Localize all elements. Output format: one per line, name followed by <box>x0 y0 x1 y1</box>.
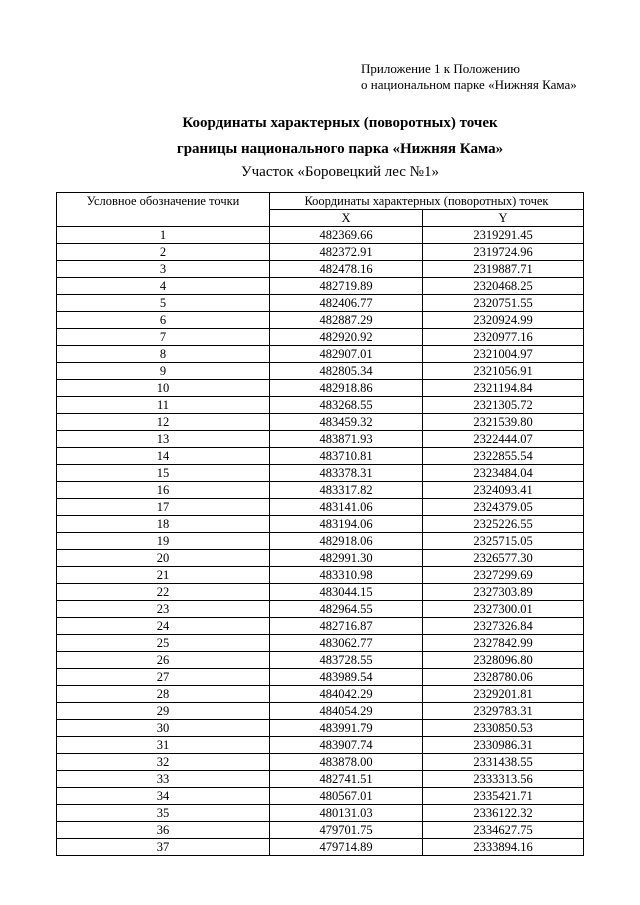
appendix-line-2: о национальном парке «Нижняя Кама» <box>361 77 577 92</box>
x-coordinate-cell: 483459.32 <box>270 414 423 431</box>
y-coordinate-cell: 2333894.16 <box>423 839 584 856</box>
y-coordinate-cell: 2321056.91 <box>423 363 584 380</box>
document-title-line-1: Координаты характерных (поворотных) точек <box>182 115 498 131</box>
point-number-cell: 33 <box>57 771 270 788</box>
y-coordinate-cell: 2324379.05 <box>423 499 584 516</box>
x-coordinate-cell: 483194.06 <box>270 516 423 533</box>
table-row <box>57 380 584 397</box>
x-coordinate-cell: 482964.55 <box>270 601 423 618</box>
x-coordinate-cell: 482907.01 <box>270 346 423 363</box>
y-coordinate-cell: 2335421.71 <box>423 788 584 805</box>
y-coordinate-cell: 2321539.80 <box>423 414 584 431</box>
point-number-cell: 12 <box>57 414 270 431</box>
x-coordinate-cell: 480131.03 <box>270 805 423 822</box>
x-coordinate-cell: 482372.91 <box>270 244 423 261</box>
x-coordinate-cell: 482991.30 <box>270 550 423 567</box>
y-coordinate-cell: 2322444.07 <box>423 431 584 448</box>
point-number-cell: 16 <box>57 482 270 499</box>
y-coordinate-cell: 2320751.55 <box>423 295 584 312</box>
point-number-cell: 9 <box>57 363 270 380</box>
x-coordinate-cell: 482918.86 <box>270 380 423 397</box>
y-coordinate-cell: 2329783.31 <box>423 703 584 720</box>
y-coordinate-cell: 2334627.75 <box>423 822 584 839</box>
point-number-cell: 37 <box>57 839 270 856</box>
point-number-cell: 34 <box>57 788 270 805</box>
point-number-cell: 4 <box>57 278 270 295</box>
point-number-cell: 31 <box>57 737 270 754</box>
x-coordinate-cell: 482920.92 <box>270 329 423 346</box>
table-row <box>57 448 584 465</box>
point-number-cell: 25 <box>57 635 270 652</box>
x-coordinate-cell: 482805.34 <box>270 363 423 380</box>
y-coordinate-cell: 2329201.81 <box>423 686 584 703</box>
y-coordinate-cell: 2328096.80 <box>423 652 584 669</box>
point-number-cell: 8 <box>57 346 270 363</box>
table-row <box>57 482 584 499</box>
point-number-cell: 36 <box>57 822 270 839</box>
x-coordinate-cell: 483907.74 <box>270 737 423 754</box>
y-coordinate-cell: 2327303.89 <box>423 584 584 601</box>
point-number-cell: 2 <box>57 244 270 261</box>
table-row <box>57 669 584 686</box>
x-coordinate-cell: 483378.31 <box>270 465 423 482</box>
y-coordinate-cell: 2327300.01 <box>423 601 584 618</box>
table-row <box>57 465 584 482</box>
table-row <box>57 720 584 737</box>
point-number-cell: 22 <box>57 584 270 601</box>
table-row <box>57 261 584 278</box>
y-coordinate-cell: 2320468.25 <box>423 278 584 295</box>
point-number-cell: 14 <box>57 448 270 465</box>
x-coordinate-cell: 483310.98 <box>270 567 423 584</box>
table-row <box>57 567 584 584</box>
x-coordinate-cell: 482716.87 <box>270 618 423 635</box>
x-coordinate-cell: 479701.75 <box>270 822 423 839</box>
x-coordinate-cell: 484054.29 <box>270 703 423 720</box>
point-number-cell: 19 <box>57 533 270 550</box>
table-row <box>57 363 584 380</box>
point-number-cell: 7 <box>57 329 270 346</box>
y-coordinate-cell: 2320924.99 <box>423 312 584 329</box>
table-row <box>57 822 584 839</box>
y-coordinate-cell: 2331438.55 <box>423 754 584 771</box>
y-coordinate-cell: 2326577.30 <box>423 550 584 567</box>
table-row <box>57 635 584 652</box>
x-coordinate-cell: 482719.89 <box>270 278 423 295</box>
table-row <box>57 652 584 669</box>
table-row <box>57 533 584 550</box>
point-number-cell: 32 <box>57 754 270 771</box>
appendix-note <box>361 61 577 93</box>
x-coordinate-cell: 482887.29 <box>270 312 423 329</box>
table-row <box>57 346 584 363</box>
y-coordinate-cell: 2333313.56 <box>423 771 584 788</box>
point-number-cell: 35 <box>57 805 270 822</box>
y-coordinate-cell: 2327842.99 <box>423 635 584 652</box>
point-number-cell: 1 <box>57 227 270 244</box>
point-number-cell: 30 <box>57 720 270 737</box>
x-coordinate-cell: 482369.66 <box>270 227 423 244</box>
x-coordinate-cell: 483989.54 <box>270 669 423 686</box>
table-row <box>57 771 584 788</box>
header-x: X <box>270 210 423 227</box>
x-coordinate-cell: 483141.06 <box>270 499 423 516</box>
appendix-line-1: Приложение 1 к Положению <box>361 61 520 76</box>
y-coordinate-cell: 2321305.72 <box>423 397 584 414</box>
y-coordinate-cell: 2323484.04 <box>423 465 584 482</box>
x-coordinate-cell: 480567.01 <box>270 788 423 805</box>
point-number-cell: 13 <box>57 431 270 448</box>
table-row <box>57 312 584 329</box>
x-coordinate-cell: 483728.55 <box>270 652 423 669</box>
point-number-cell: 21 <box>57 567 270 584</box>
y-coordinate-cell: 2319291.45 <box>423 227 584 244</box>
x-coordinate-cell: 483991.79 <box>270 720 423 737</box>
y-coordinate-cell: 2324093.41 <box>423 482 584 499</box>
table-row <box>57 839 584 856</box>
point-number-cell: 11 <box>57 397 270 414</box>
table-row <box>57 295 584 312</box>
point-number-cell: 20 <box>57 550 270 567</box>
point-number-cell: 23 <box>57 601 270 618</box>
point-number-cell: 26 <box>57 652 270 669</box>
x-coordinate-cell: 479714.89 <box>270 839 423 856</box>
x-coordinate-cell: 482741.51 <box>270 771 423 788</box>
table-row <box>57 703 584 720</box>
x-coordinate-cell: 482918.06 <box>270 533 423 550</box>
table-row <box>57 550 584 567</box>
point-number-cell: 24 <box>57 618 270 635</box>
table-row <box>57 686 584 703</box>
table-row <box>57 788 584 805</box>
point-number-cell: 17 <box>57 499 270 516</box>
point-number-cell: 18 <box>57 516 270 533</box>
x-coordinate-cell: 483878.00 <box>270 754 423 771</box>
header-coordinates: Координаты характерных (поворотных) точек <box>270 193 584 210</box>
table-row <box>57 227 584 244</box>
coordinates-table <box>56 192 584 856</box>
header-y: Y <box>423 210 584 227</box>
y-coordinate-cell: 2330850.53 <box>423 720 584 737</box>
table-row <box>57 244 584 261</box>
y-coordinate-cell: 2325715.05 <box>423 533 584 550</box>
x-coordinate-cell: 484042.29 <box>270 686 423 703</box>
point-number-cell: 3 <box>57 261 270 278</box>
point-number-cell: 5 <box>57 295 270 312</box>
x-coordinate-cell: 482478.16 <box>270 261 423 278</box>
x-coordinate-cell: 483062.77 <box>270 635 423 652</box>
table-row <box>57 737 584 754</box>
y-coordinate-cell: 2322855.54 <box>423 448 584 465</box>
header-point-designation: Условное обозначение точки <box>57 193 270 227</box>
y-coordinate-cell: 2327299.69 <box>423 567 584 584</box>
document-title-line-2: границы национального парка «Нижняя Кама» <box>176 141 504 157</box>
table-row <box>57 431 584 448</box>
table-row <box>57 397 584 414</box>
x-coordinate-cell: 483044.15 <box>270 584 423 601</box>
table-row <box>57 805 584 822</box>
y-coordinate-cell: 2327326.84 <box>423 618 584 635</box>
table-row <box>57 329 584 346</box>
table-row <box>57 278 584 295</box>
table-row <box>57 601 584 618</box>
point-number-cell: 15 <box>57 465 270 482</box>
x-coordinate-cell: 483317.82 <box>270 482 423 499</box>
table-row <box>57 754 584 771</box>
y-coordinate-cell: 2321194.84 <box>423 380 584 397</box>
table-row <box>57 414 584 431</box>
x-coordinate-cell: 483268.55 <box>270 397 423 414</box>
table-row <box>57 618 584 635</box>
point-number-cell: 27 <box>57 669 270 686</box>
y-coordinate-cell: 2319724.96 <box>423 244 584 261</box>
section-title: Участок «Боровецкий лес №1» <box>241 164 439 180</box>
y-coordinate-cell: 2320977.16 <box>423 329 584 346</box>
y-coordinate-cell: 2336122.32 <box>423 805 584 822</box>
y-coordinate-cell: 2319887.71 <box>423 261 584 278</box>
point-number-cell: 29 <box>57 703 270 720</box>
table-row <box>57 499 584 516</box>
x-coordinate-cell: 483871.93 <box>270 431 423 448</box>
table-body <box>57 227 584 856</box>
point-number-cell: 6 <box>57 312 270 329</box>
point-number-cell: 10 <box>57 380 270 397</box>
x-coordinate-cell: 483710.81 <box>270 448 423 465</box>
y-coordinate-cell: 2328780.06 <box>423 669 584 686</box>
table-row <box>57 516 584 533</box>
x-coordinate-cell: 482406.77 <box>270 295 423 312</box>
y-coordinate-cell: 2321004.97 <box>423 346 584 363</box>
point-number-cell: 28 <box>57 686 270 703</box>
table-row <box>57 584 584 601</box>
y-coordinate-cell: 2325226.55 <box>423 516 584 533</box>
y-coordinate-cell: 2330986.31 <box>423 737 584 754</box>
